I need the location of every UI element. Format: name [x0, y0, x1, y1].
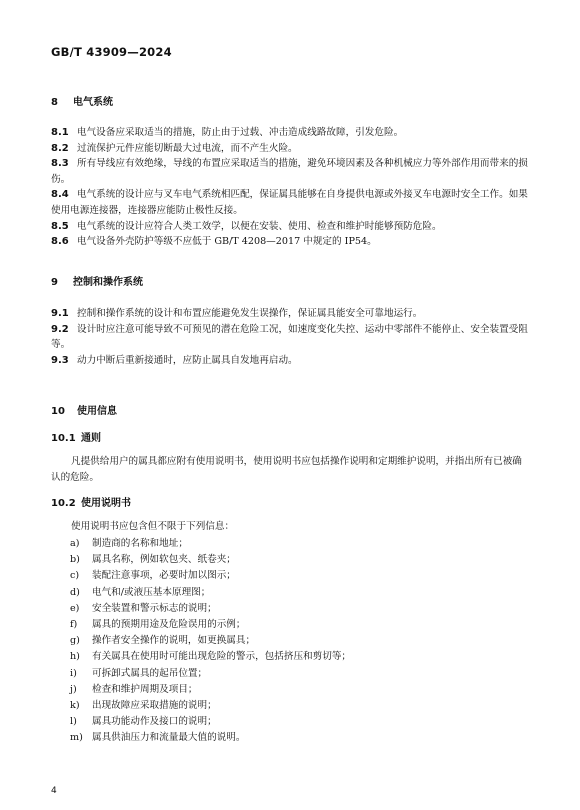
clause-8-3 — [51, 156, 531, 187]
instruction-items-list — [70, 536, 530, 747]
list-marker: a) — [70, 538, 80, 549]
clause-number: 8.6 — [51, 236, 69, 248]
subsection-title: 通则 — [81, 433, 101, 444]
list-marker: j) — [70, 683, 77, 695]
list-marker: c) — [70, 570, 80, 582]
list-item — [70, 633, 530, 649]
section-8-heading — [51, 96, 531, 110]
clause-number: 8.5 — [51, 220, 69, 232]
clause-text: 电气系统的设计应与叉车电气系统相匹配，保证属具能够在自身提供电源或外接叉车电源时安全工作。如果使用电源连接器，连接器应能防止极性反接。 — [51, 189, 528, 216]
list-item — [70, 682, 530, 698]
list-item — [70, 617, 530, 633]
list-item — [70, 568, 530, 584]
list-item — [70, 730, 530, 746]
clause-9-2 — [51, 322, 531, 353]
list-text: 属具供油压力和流量最大值的说明。 — [92, 732, 246, 744]
list-item — [70, 649, 530, 665]
list-item — [70, 585, 530, 601]
list-text: 检查和维护周期及项目； — [92, 683, 198, 695]
clause-8-2 — [51, 141, 531, 157]
section-title: 电气系统 — [73, 97, 113, 108]
section-number: 9 — [51, 277, 58, 288]
list-text: 制造商的名称和地址； — [92, 538, 188, 549]
list-item — [70, 714, 530, 730]
list-item — [70, 666, 530, 682]
list-marker: f) — [70, 619, 78, 631]
clause-number: 8.3 — [51, 158, 69, 170]
clause-text: 设计时应注意可能导致不可预见的潜在危险工况，如速度变化失控、运动中零部件不能停止、安全装置受阻等。 — [51, 323, 528, 351]
subsection-10-2-heading — [51, 497, 531, 511]
clause-text: 电气系统的设计应符合人类工效学，以便在安装、使用、检查和维护时能够预防危险。 — [77, 220, 442, 232]
subsection-10-1-heading — [51, 432, 531, 446]
list-text: 属具功能动作及接口的说明； — [92, 716, 217, 728]
subsection-10-1-text: 凡提供给用户的属具都应附有使用说明书，使用说明书应包括操作说明和定期维护说明，并指出所有已被确认的危险。 — [51, 456, 522, 483]
list-marker: m) — [70, 732, 83, 744]
list-marker: h) — [70, 651, 80, 663]
subsection-title: 使用说明书 — [81, 498, 131, 509]
list-marker: i) — [70, 667, 77, 679]
clause-9-3 — [51, 353, 531, 369]
clause-number: 9.3 — [51, 354, 69, 366]
list-text: 属具名称，例如软包夹、纸卷夹； — [92, 554, 236, 566]
section-8-clauses — [51, 125, 531, 250]
list-text: 出现故障应采取措施的说明； — [92, 700, 217, 712]
list-text: 有关属具在使用时可能出现危险的警示，包括挤压和剪切等； — [92, 651, 352, 663]
list-marker: d) — [70, 586, 80, 598]
section-title: 控制和操作系统 — [73, 277, 143, 288]
list-item — [70, 552, 530, 568]
list-marker: g) — [70, 635, 80, 647]
list-item — [70, 601, 530, 617]
clause-number: 9.2 — [51, 323, 69, 335]
clause-text: 控制和操作系统的设计和布置应能避免发生误操作，保证属具能安全可靠地运行。 — [77, 308, 423, 319]
clause-text: 过流保护元件应能切断最大过电流，而不产生火险。 — [77, 142, 298, 154]
clause-number: 8.2 — [51, 142, 69, 154]
clause-8-6 — [51, 234, 531, 250]
list-item — [70, 536, 530, 552]
page-number: 4 — [51, 786, 57, 796]
section-number: 10 — [51, 406, 65, 417]
list-marker: b) — [70, 554, 80, 566]
clause-number: 9.1 — [51, 308, 69, 319]
list-marker: k) — [70, 700, 80, 712]
list-text: 安全装置和警示标志的说明； — [92, 602, 217, 614]
standard-code: GB/T 43909—2024 — [51, 45, 172, 59]
section-title: 使用信息 — [77, 406, 117, 417]
subsection-10-2-intro: 使用说明书应包含但不限于下列信息： — [71, 521, 235, 532]
section-number: 8 — [51, 97, 58, 108]
clause-8-1 — [51, 125, 531, 141]
list-text: 可拆卸式属具的起吊位置； — [92, 667, 208, 679]
list-text: 属具的预期用途及危险误用的示例； — [92, 619, 246, 631]
clause-9-1 — [51, 306, 531, 322]
list-marker: l) — [70, 716, 77, 728]
clause-text: 电气设备外壳防护等级不应低于 GB/T 4208—2017 中规定的 IP54。 — [77, 236, 377, 248]
subsection-number: 10.1 — [51, 433, 76, 444]
list-item — [70, 698, 530, 714]
subsection-number: 10.2 — [51, 498, 76, 509]
clause-text: 动力中断后重新接通时，应防止属具自发地再启动。 — [77, 354, 298, 366]
list-text: 电气和/或液压基本原理图； — [92, 586, 211, 598]
clause-number: 8.1 — [51, 127, 69, 138]
list-marker: e) — [70, 602, 80, 614]
clause-text: 电气设备应采取适当的措施，防止由于过载、冲击造成线路故障，引发危险。 — [77, 127, 404, 138]
list-text: 操作者安全操作的说明，如更换属具； — [92, 635, 256, 647]
clause-8-5 — [51, 219, 531, 235]
section-9-clauses — [51, 306, 531, 368]
clause-number: 8.4 — [51, 189, 69, 201]
clause-8-4 — [51, 187, 531, 218]
section-10-heading — [51, 405, 531, 419]
list-text: 装配注意事项，必要时加以图示； — [92, 570, 236, 582]
section-9-heading — [51, 276, 531, 290]
clause-text: 所有导线应有效绝缘，导线的布置应采取适当的措施，避免环境因素及各种机械应力等外部作用而带来的损伤。 — [51, 158, 528, 185]
